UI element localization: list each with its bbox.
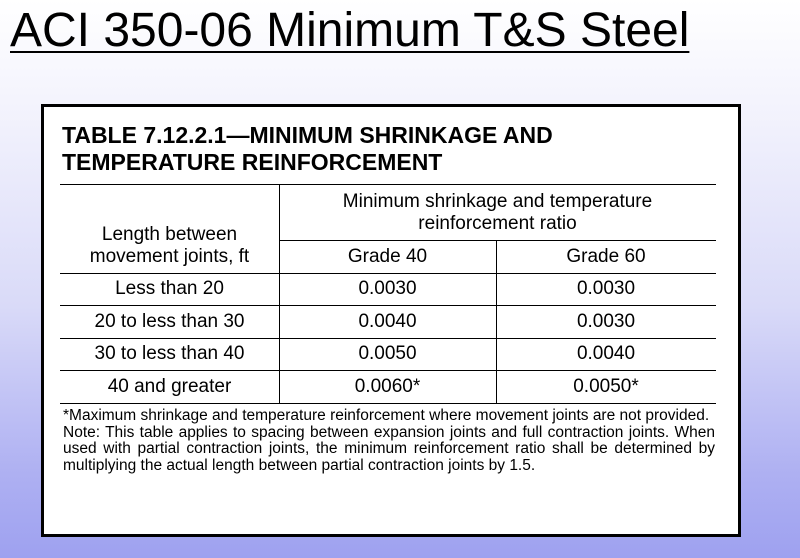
row-rule-2 — [60, 338, 716, 339]
table-caption-line-2: TEMPERATURE REINFORCEMENT — [62, 149, 443, 175]
row-rule-3 — [60, 370, 716, 371]
table-top-rule — [60, 184, 716, 185]
row-1-length: Less than 20 — [115, 278, 224, 299]
table-footnotes — [63, 408, 715, 474]
row-3-grade-60: 0.0040 — [576, 343, 636, 364]
grade-60-header: Grade 60 — [566, 246, 646, 267]
row-rule-1 — [60, 305, 716, 306]
header-group-rule — [279, 240, 716, 241]
header-bottom-rule — [60, 273, 716, 274]
ratio-group-header: Minimum shrinkage and temperature reinforcement ratio — [342, 191, 653, 234]
row-label-header: Length between movement joints, ft — [89, 224, 250, 267]
table-caption-line-1: TABLE 7.12.2.1—MINIMUM SHRINKAGE AND — [62, 122, 553, 148]
row-2-grade-60: 0.0030 — [576, 311, 636, 332]
row-2-length: 20 to less than 30 — [94, 311, 245, 332]
row-1-grade-40: 0.0030 — [358, 278, 417, 299]
row-4-length: 40 and greater — [107, 376, 232, 397]
table-figure — [41, 104, 741, 537]
row-3-grade-40: 0.0050 — [358, 343, 417, 364]
row-1-grade-60: 0.0030 — [576, 278, 636, 299]
table-caption — [62, 122, 553, 176]
row-4-grade-40: 0.0060* — [354, 376, 421, 397]
table-bottom-rule — [60, 403, 716, 404]
row-4-grade-60: 0.0050* — [573, 376, 639, 397]
row-3-length: 30 to less than 40 — [94, 343, 245, 364]
footnote-note: Note: This table applies to spacing between expansion joints and full contraction joints. When used with partial contraction joints, the minimum reinforcement ratio shall be determined by multiplying the actual length between partial contraction joints by 1.5. — [63, 423, 715, 474]
footnote-asterisk: *Maximum shrinkage and temperature reinforcement where movement joints are not provided. — [63, 407, 710, 424]
slide-title: ACI 350-06 Minimum T&S Steel — [10, 4, 690, 57]
row-2-grade-40: 0.0040 — [358, 311, 417, 332]
grade-40-header: Grade 40 — [347, 246, 428, 267]
